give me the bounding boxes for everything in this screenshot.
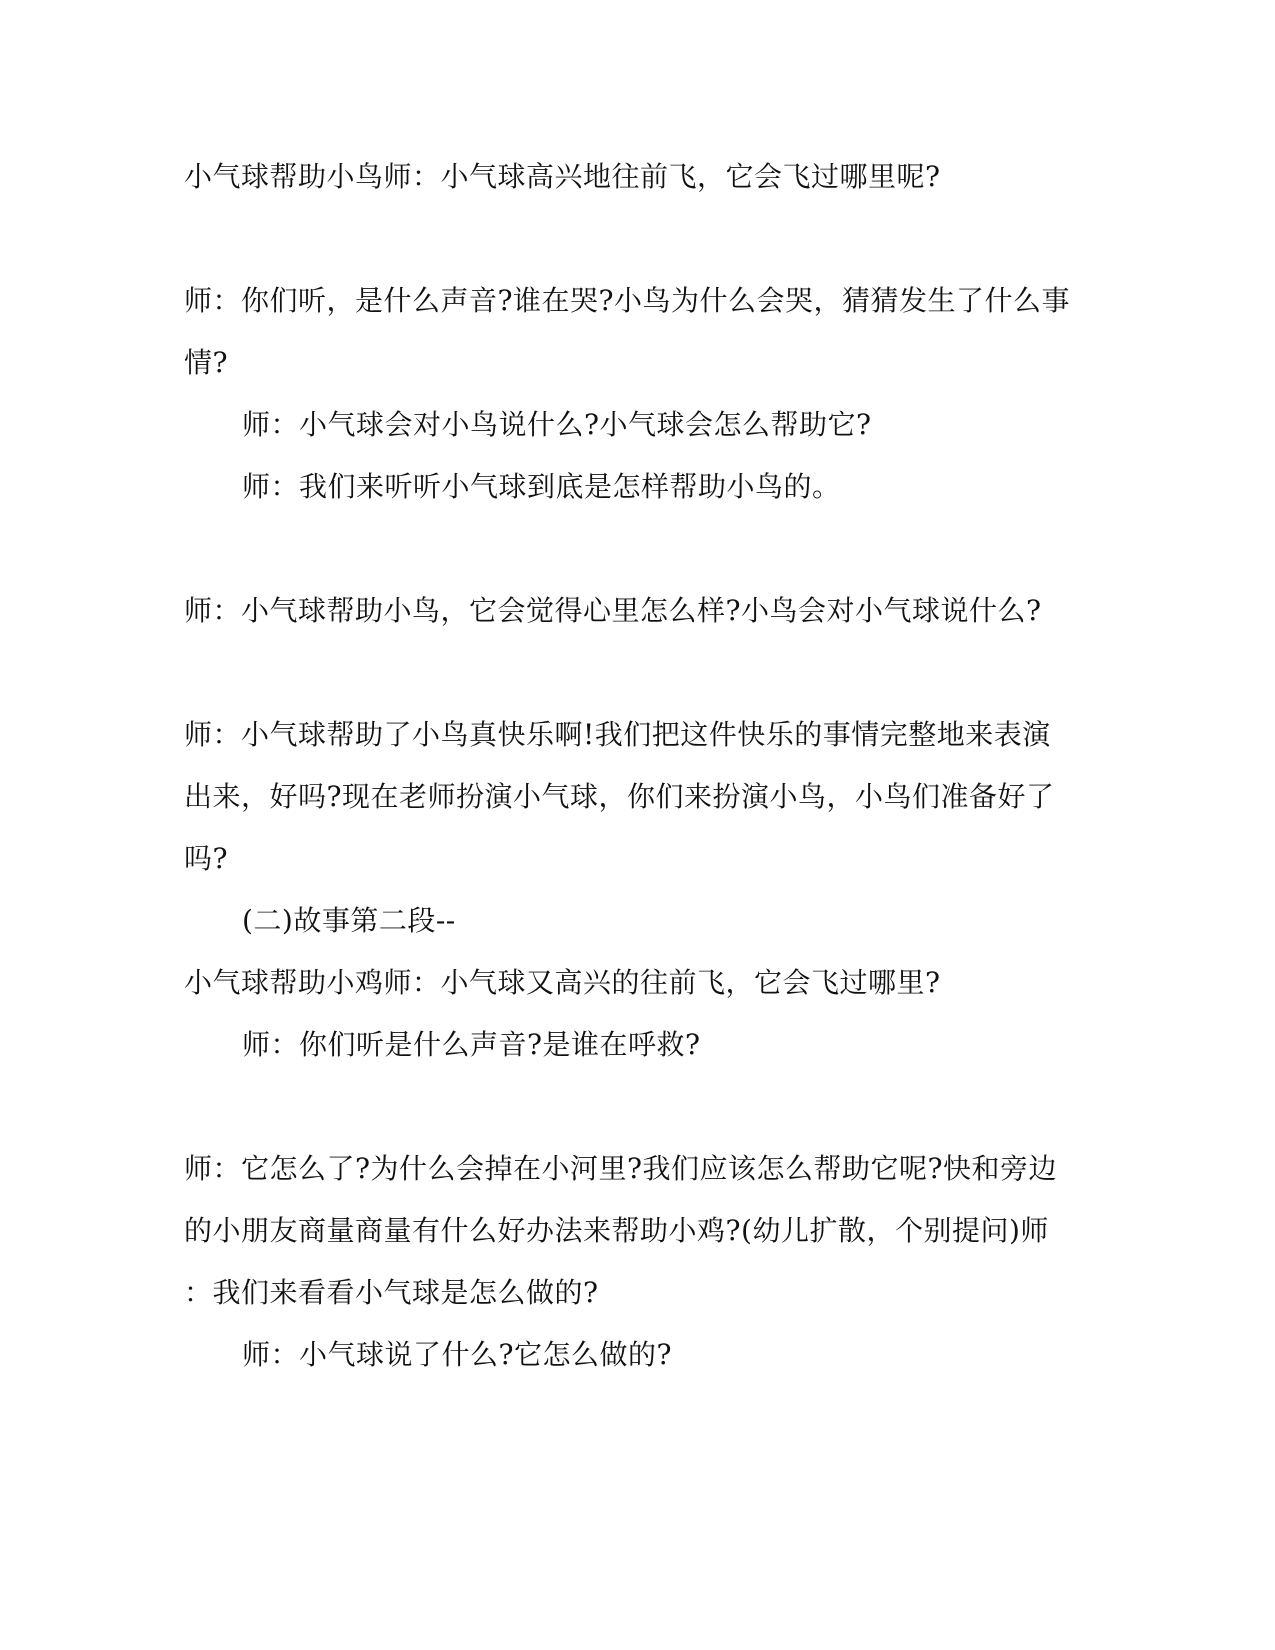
text-line: 吗? [184,842,229,875]
text-line: 小气球帮助小鸡师：小气球又高兴的往前飞，它会飞过哪里? [184,966,941,999]
text-line: 小气球帮助小鸟师：小气球高兴地往前飞，它会飞过哪里呢? [184,160,941,193]
text-line: 师：小气球帮助小鸟，它会觉得心里怎么样?小鸟会对小气球说什么? [184,594,1042,627]
text-line: 师：你们听是什么声音?是谁在呼救? [242,1028,701,1061]
text-line: 师：我们来听听小气球到底是怎样帮助小鸟的。 [242,470,841,503]
text-line: ：我们来看看小气球是怎么做的? [184,1276,599,1309]
text-line: 师：小气球帮助了小鸟真快乐啊!我们把这件快乐的事情完整地来表演 [184,718,1051,751]
text-line: 师：小气球说了什么?它怎么做的? [242,1338,673,1371]
text-line: 情? [184,346,229,379]
text-line: 出来，好吗?现在老师扮演小气球，你们来扮演小鸟，小鸟们准备好了 [184,780,1055,813]
text-line: 师：它怎么了?为什么会掉在小河里?我们应该怎么帮助它呢?快和旁边 [184,1152,1058,1185]
text-line: 的小朋友商量商量有什么好办法来帮助小鸡?(幼儿扩散，个别提问)师 [184,1214,1049,1247]
section-heading: (二)故事第二段-- [242,904,456,937]
text-line: 师：小气球会对小鸟说什么?小气球会怎么帮助它? [242,408,872,441]
text-line: 师：你们听，是什么声音?谁在哭?小鸟为什么会哭，猜猜发生了什么事 [184,284,1071,317]
